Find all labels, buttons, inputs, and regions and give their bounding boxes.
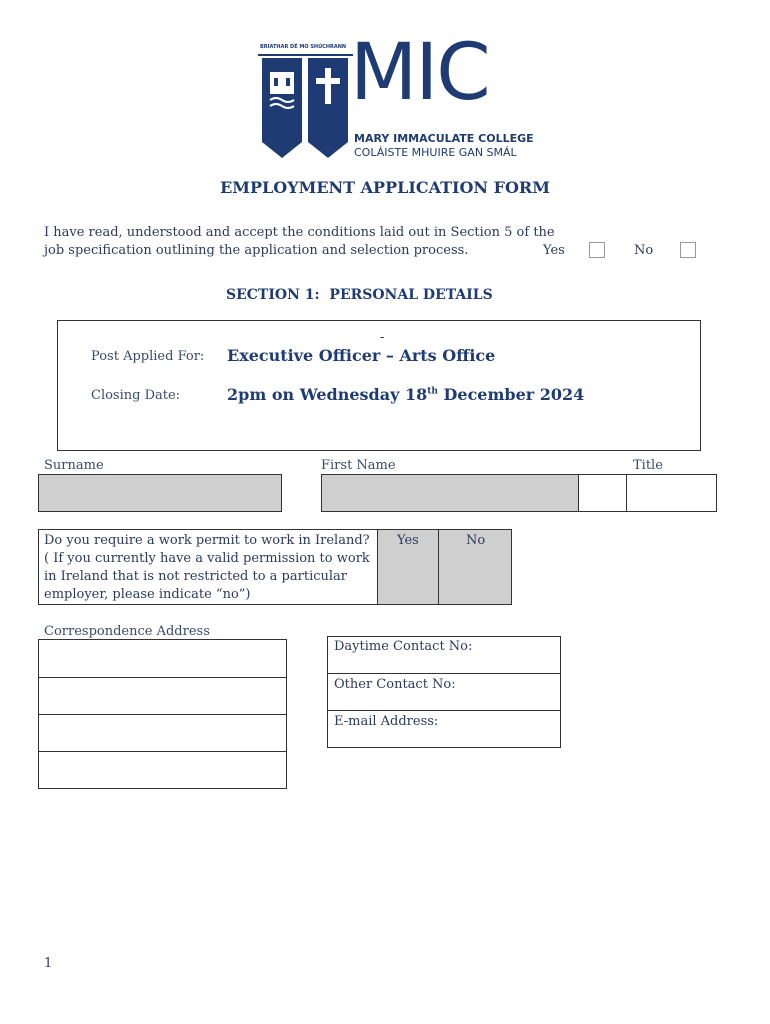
other-contact-label: Other Contact No: [334, 677, 456, 692]
address-line-3[interactable] [38, 714, 287, 752]
work-permit-no-label: No [466, 533, 486, 548]
closing-date-main: 2pm on Wednesday 18 [227, 385, 428, 404]
work-permit-q1: Do you require a work permit to work in Ireland? [44, 533, 370, 548]
page-number: 1 [44, 956, 53, 971]
closing-date-ordinal: th [427, 386, 438, 397]
address-line-4[interactable] [38, 751, 287, 789]
section-1-heading: SECTION 1: PERSONAL DETAILS [226, 287, 493, 303]
closing-date-month: December 2024 [437, 385, 585, 404]
logo-line-2: COLÁISTE MHUIRE GAN SMÁL [354, 146, 517, 159]
college-logo [258, 28, 534, 162]
address-line-2[interactable] [38, 677, 287, 715]
consent-text-line2: job specification outlining the application and selection process. [44, 243, 469, 258]
first-name-field[interactable] [321, 474, 579, 512]
daytime-contact-label: Daytime Contact No: [334, 639, 473, 654]
email-label: E-mail Address: [334, 714, 439, 729]
work-permit-q4: employer, please indicate “no”) [44, 587, 251, 602]
address-line-1[interactable] [38, 639, 287, 678]
consent-no-label: No [634, 243, 654, 258]
dash-mark: - [380, 330, 385, 345]
logo-line-1: MARY IMMACULATE COLLEGE [354, 132, 534, 145]
title-field-b[interactable] [626, 474, 717, 512]
consent-yes-checkbox[interactable] [589, 242, 605, 258]
closing-date-label: Closing Date: [91, 388, 181, 403]
work-permit-q3: in Ireland that is not restricted to a particular [44, 569, 347, 584]
consent-yes-label: Yes [543, 243, 565, 258]
consent-no-checkbox[interactable] [680, 242, 696, 258]
work-permit-yes-label: Yes [397, 533, 419, 548]
closing-date-value [227, 385, 584, 404]
logo-wordmark: MIC [350, 28, 489, 118]
post-applied-value: Executive Officer – Arts Office [227, 346, 496, 365]
crest-icon [258, 42, 353, 160]
page-title: EMPLOYMENT APPLICATION FORM [220, 178, 550, 197]
first-name-label: First Name [321, 458, 396, 473]
surname-label: Surname [44, 458, 104, 473]
surname-field[interactable] [38, 474, 282, 512]
consent-text-line1: I have read, understood and accept the conditions laid out in Section 5 of the [44, 225, 555, 240]
title-label: Title [633, 458, 663, 473]
logo-irish-motto: BRIATHAR DÉ MO SHÚCHRANN [260, 44, 347, 50]
address-label: Correspondence Address [44, 624, 210, 639]
post-applied-label: Post Applied For: [91, 349, 205, 364]
work-permit-q2: ( If you currently have a valid permission to work [44, 551, 370, 566]
title-field-a[interactable] [578, 474, 627, 512]
